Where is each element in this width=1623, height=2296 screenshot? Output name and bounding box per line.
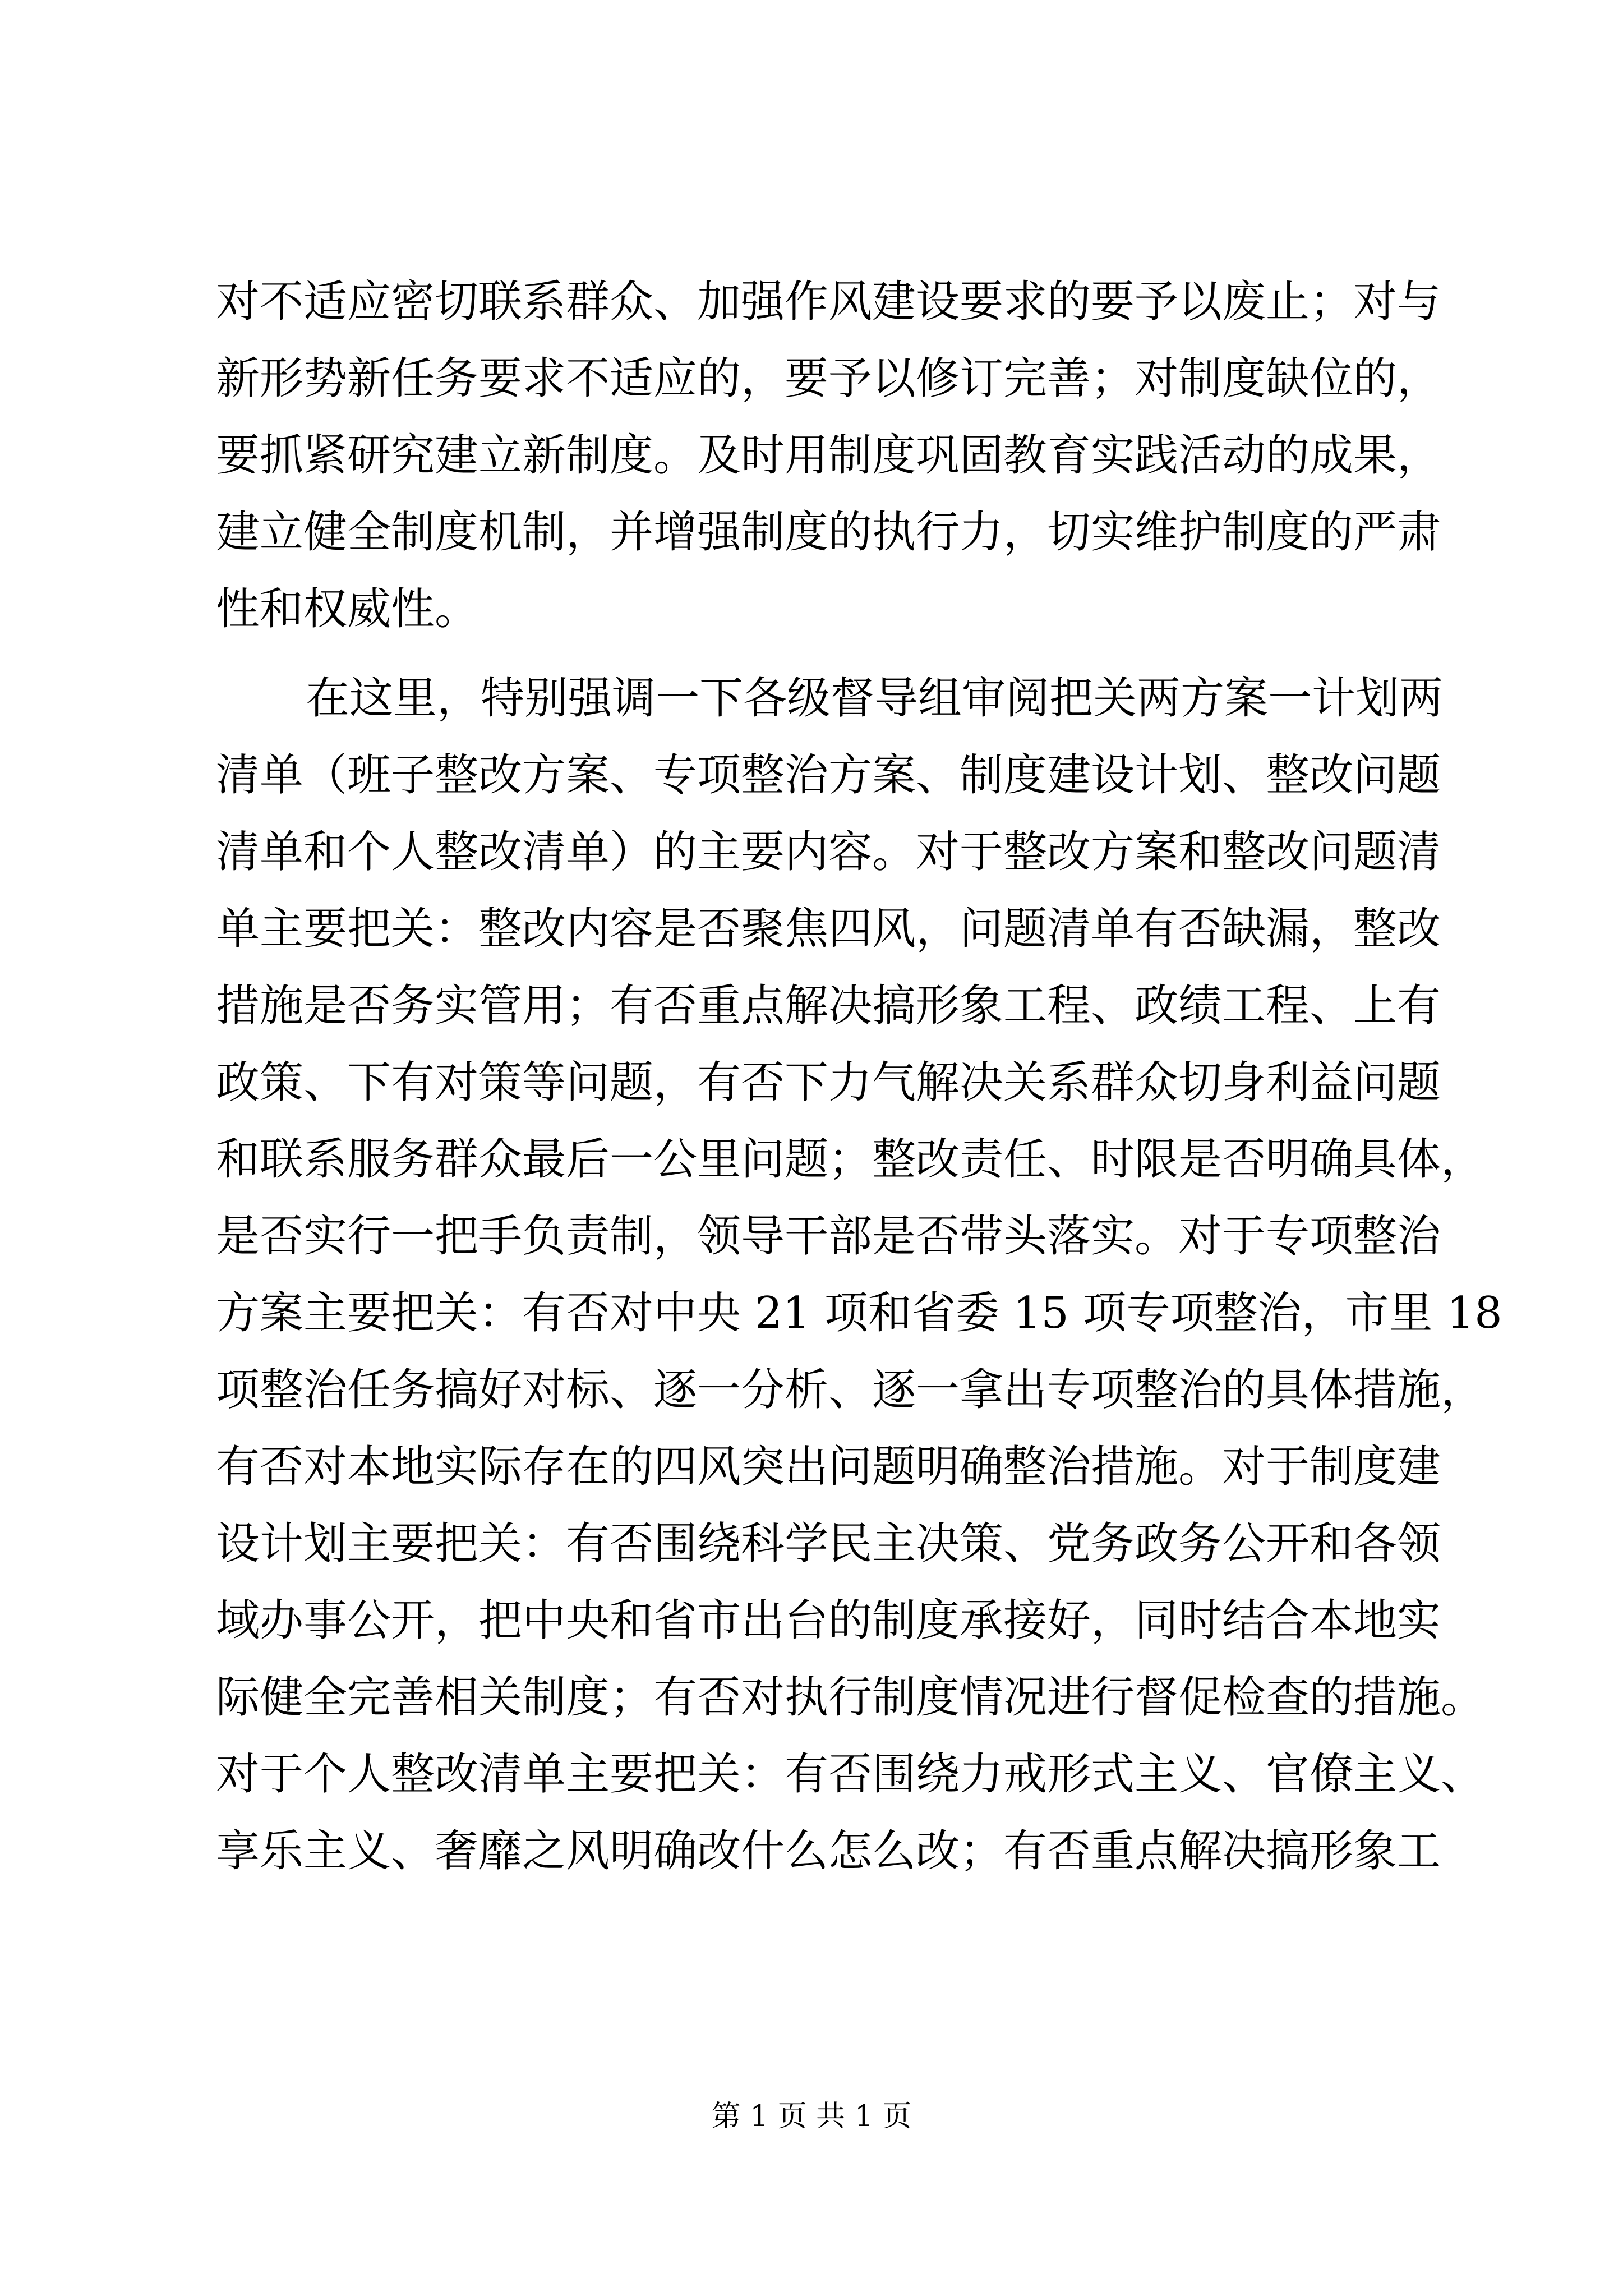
paragraph	[216, 660, 1502, 1890]
paragraph-gap	[216, 648, 1408, 660]
text-line: 在这里，特别强调一下各级督导组审阅把关两方案一计划两	[306, 673, 1444, 724]
text-line: 际健全完善相关制度；有否对执行制度情况进行督促检查的措施。	[216, 1672, 1485, 1723]
text-line: 建立健全制度机制，并增强制度的执行力，切实维护制度的严肃	[216, 507, 1441, 558]
text-line: 单主要把关：整改内容是否聚焦四风，问题清单有否缺漏，整改	[216, 904, 1441, 954]
text-line: 措施是否务实管用；有否重点解决搞形象工程、政绩工程、上有	[216, 981, 1441, 1031]
text-line: 对于个人整改清单主要把关：有否围绕力戒形式主义、官僚主义、	[216, 1749, 1485, 1800]
text-line: 是否实行一把手负责制，领导干部是否带头落实。对于专项整治	[216, 1211, 1441, 1262]
text-line: 项整治任务搞好对标、逐一分析、逐一拿出专项整治的具体措施，	[216, 1365, 1485, 1415]
text-line: 新形势新任务要求不适应的，要予以修订完善；对制度缺位的，	[216, 353, 1441, 404]
text-line: 性和权威性。	[216, 584, 479, 634]
text-line: 清单（班子整改方案、专项整治方案、制度建设计划、整改问题	[216, 750, 1441, 800]
paragraph	[216, 264, 1441, 648]
text-line: 方案主要把关：有否对中央 21 项和省委 15 项专项整治，市里 18	[216, 1288, 1502, 1338]
text-line: 要抓紧研究建立新制度。及时用制度巩固教育实践活动的成果，	[216, 430, 1441, 481]
text-line: 享乐主义、奢靡之风明确改什么怎么改；有否重点解决搞形象工	[216, 1826, 1441, 1876]
text-line: 设计划主要把关：有否围绕科学民主决策、党务政务公开和各领	[216, 1519, 1441, 1569]
document-body	[216, 264, 1502, 1890]
page-footer: 第 1 页 共 1 页	[711, 2100, 912, 2133]
text-line: 清单和个人整改清单）的主要内容。对于整改方案和整改问题清	[216, 827, 1441, 877]
text-line: 和联系服务群众最后一公里问题；整改责任、时限是否明确具体，	[216, 1134, 1485, 1185]
text-line: 对不适应密切联系群众、加强作风建设要求的要予以废止；对与	[216, 277, 1441, 327]
text-line: 政策、下有对策等问题，有否下力气解决关系群众切身利益问题	[216, 1057, 1441, 1108]
text-line: 域办事公开，把中央和省市出台的制度承接好，同时结合本地实	[216, 1595, 1441, 1646]
text-line: 有否对本地实际存在的四风突出问题明确整治措施。对于制度建	[216, 1442, 1441, 1492]
